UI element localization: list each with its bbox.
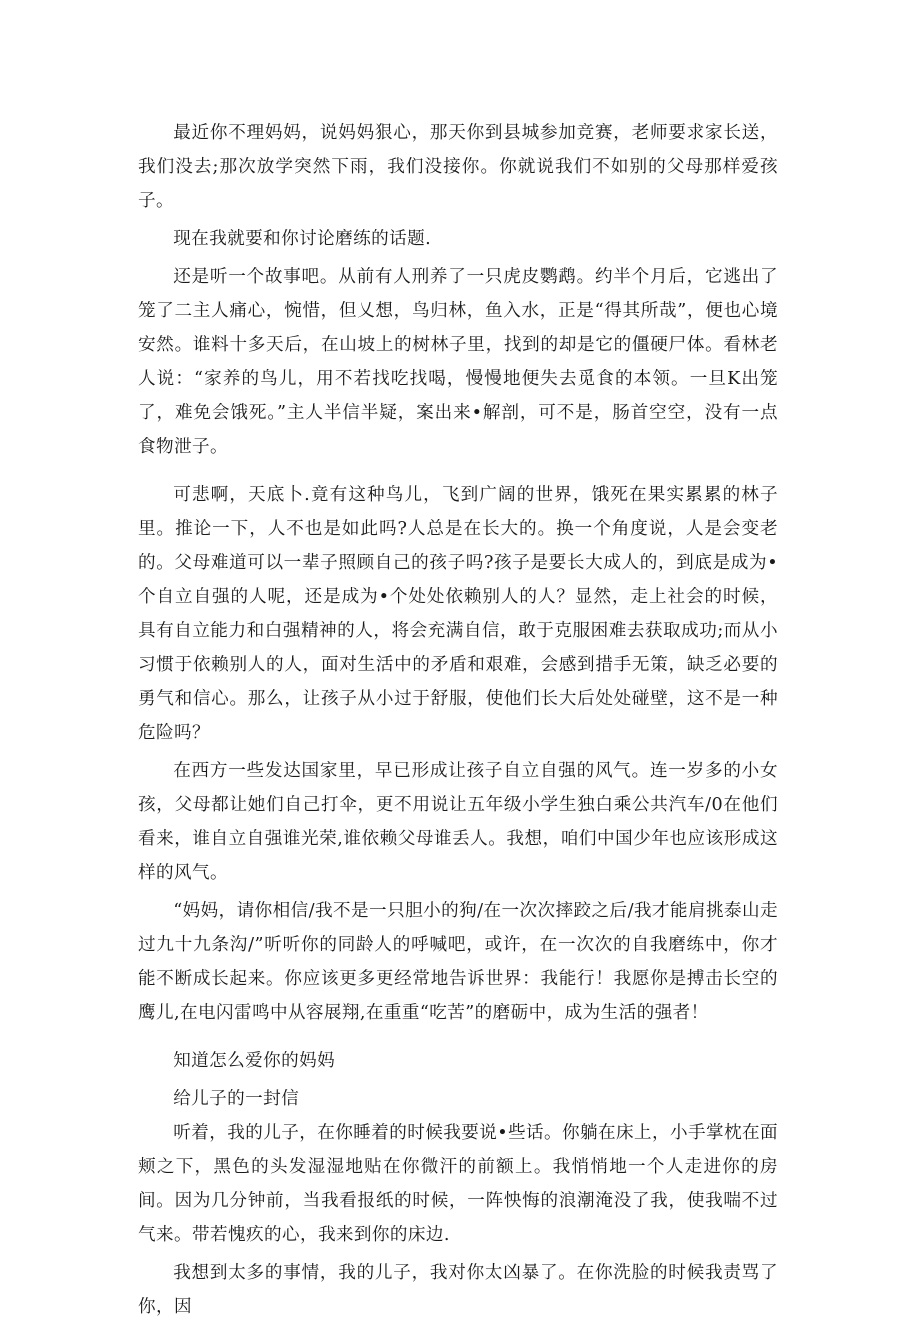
section-heading: 知道怎么爱你的妈妈: [173, 1051, 336, 1071]
paragraph-4: 可悲啊，天底卜.竟有这种鸟儿，飞到广阔的世界，饿死在果实累累的林子里。推论一下，人不也是如此吗?人总是在长大的。换一个角度说，人是会变老的。父母难道可以一辈子照顾自己的孩子吗?孩子是要长大成人的，到底是成为•个自立自强的人呢，还是成为•个处处依赖别人的人？显然，走上社会的时候，具有自立能力和白强精神的人，将会充满自信，敢于克服困难去获取成功;而从小习惯于依赖别人的人，面对生活中的矛盾和艰难，会感到措手无策，缺乏必要的勇气和信心。那么，让孩子从小过于舒服，使他们长大后处处碰壁，这不是一种危险吗？: [138, 485, 778, 743]
letter-paragraph-2: 我想到太多的事情，我的儿子，我对你太凶暴了。在你洗脸的时候我责骂了你，因: [138, 1263, 778, 1317]
document-body: [138, 116, 778, 1328]
letter-paragraph-1: 听着，我的儿子，在你睡着的时候我要说•些话。你躺在床上，小手掌枕在面颊之下，黑色的头发湿湿地贴在你微汗的前额上。我悄悄地一个人走进你的房间。因为几分钟前，当我看报纸的时候，一阵怏悔的浪潮淹没了我，使我喘不过气来。带若愧疚的心，我来到你的床边.: [138, 1123, 778, 1245]
paragraph-2: 现在我就要和你讨论磨练的话题.: [173, 229, 432, 249]
paragraph-6: “妈妈，请你相信/我不是一只胆小的狗/在一次次摔跤之后/我才能肩挑泰山走过九十九条沟/”听听你的同龄人的呼喊吧，或许，在一次次的自我磨练中，你才能不断成长起来。你应该更多更经常地告诉世界：我能行！我愿你是搏击长空的鹰儿,在电闪雷鸣中从容展翔,在重重“吃苦”的磨砺中，成为生活的强者！: [138, 901, 778, 1023]
letter-title: 给儿子的一封信: [173, 1089, 300, 1109]
paragraph-5: 在西方一些发达国家里，早已形成让孩子自立自强的风气。连一岁多的小女孩，父母都让她们自己打伞，更不用说让五年级小学生独白乘公共汽车/0在他们看来，谁自立自强谁光荣,谁依赖父母谁丢人。我想，咱们中国少年也应该形成这样的风气。: [138, 761, 778, 883]
paragraph-1: 最近你不理妈妈，说妈妈狠心，那天你到县城参加竞赛，老师要求家长送，我们没去;那次放学突然下雨，我们没接你。你就说我们不如别的父母那样爱孩子。: [138, 123, 778, 211]
paragraph-3: 还是听一个故事吧。从前有人刑养了一只虎皮鹦鹉。约半个月后，它逃出了笼了二主人痛心，惋惜，但乂想，鸟归林，鱼入水，正是“得其所哉”，便也心境安然。谁料十多天后，在山坡上的树林子里，找到的却是它的僵硬尸体。看林老人说：“家养的鸟儿，用不若找吃找喝，慢慢地便失去觅食的本领。一旦K出笼了，难免会饿死。”主人半信半疑，案出来•解剖，可不是，肠首空空，没有一点食物泄子。: [138, 267, 778, 457]
